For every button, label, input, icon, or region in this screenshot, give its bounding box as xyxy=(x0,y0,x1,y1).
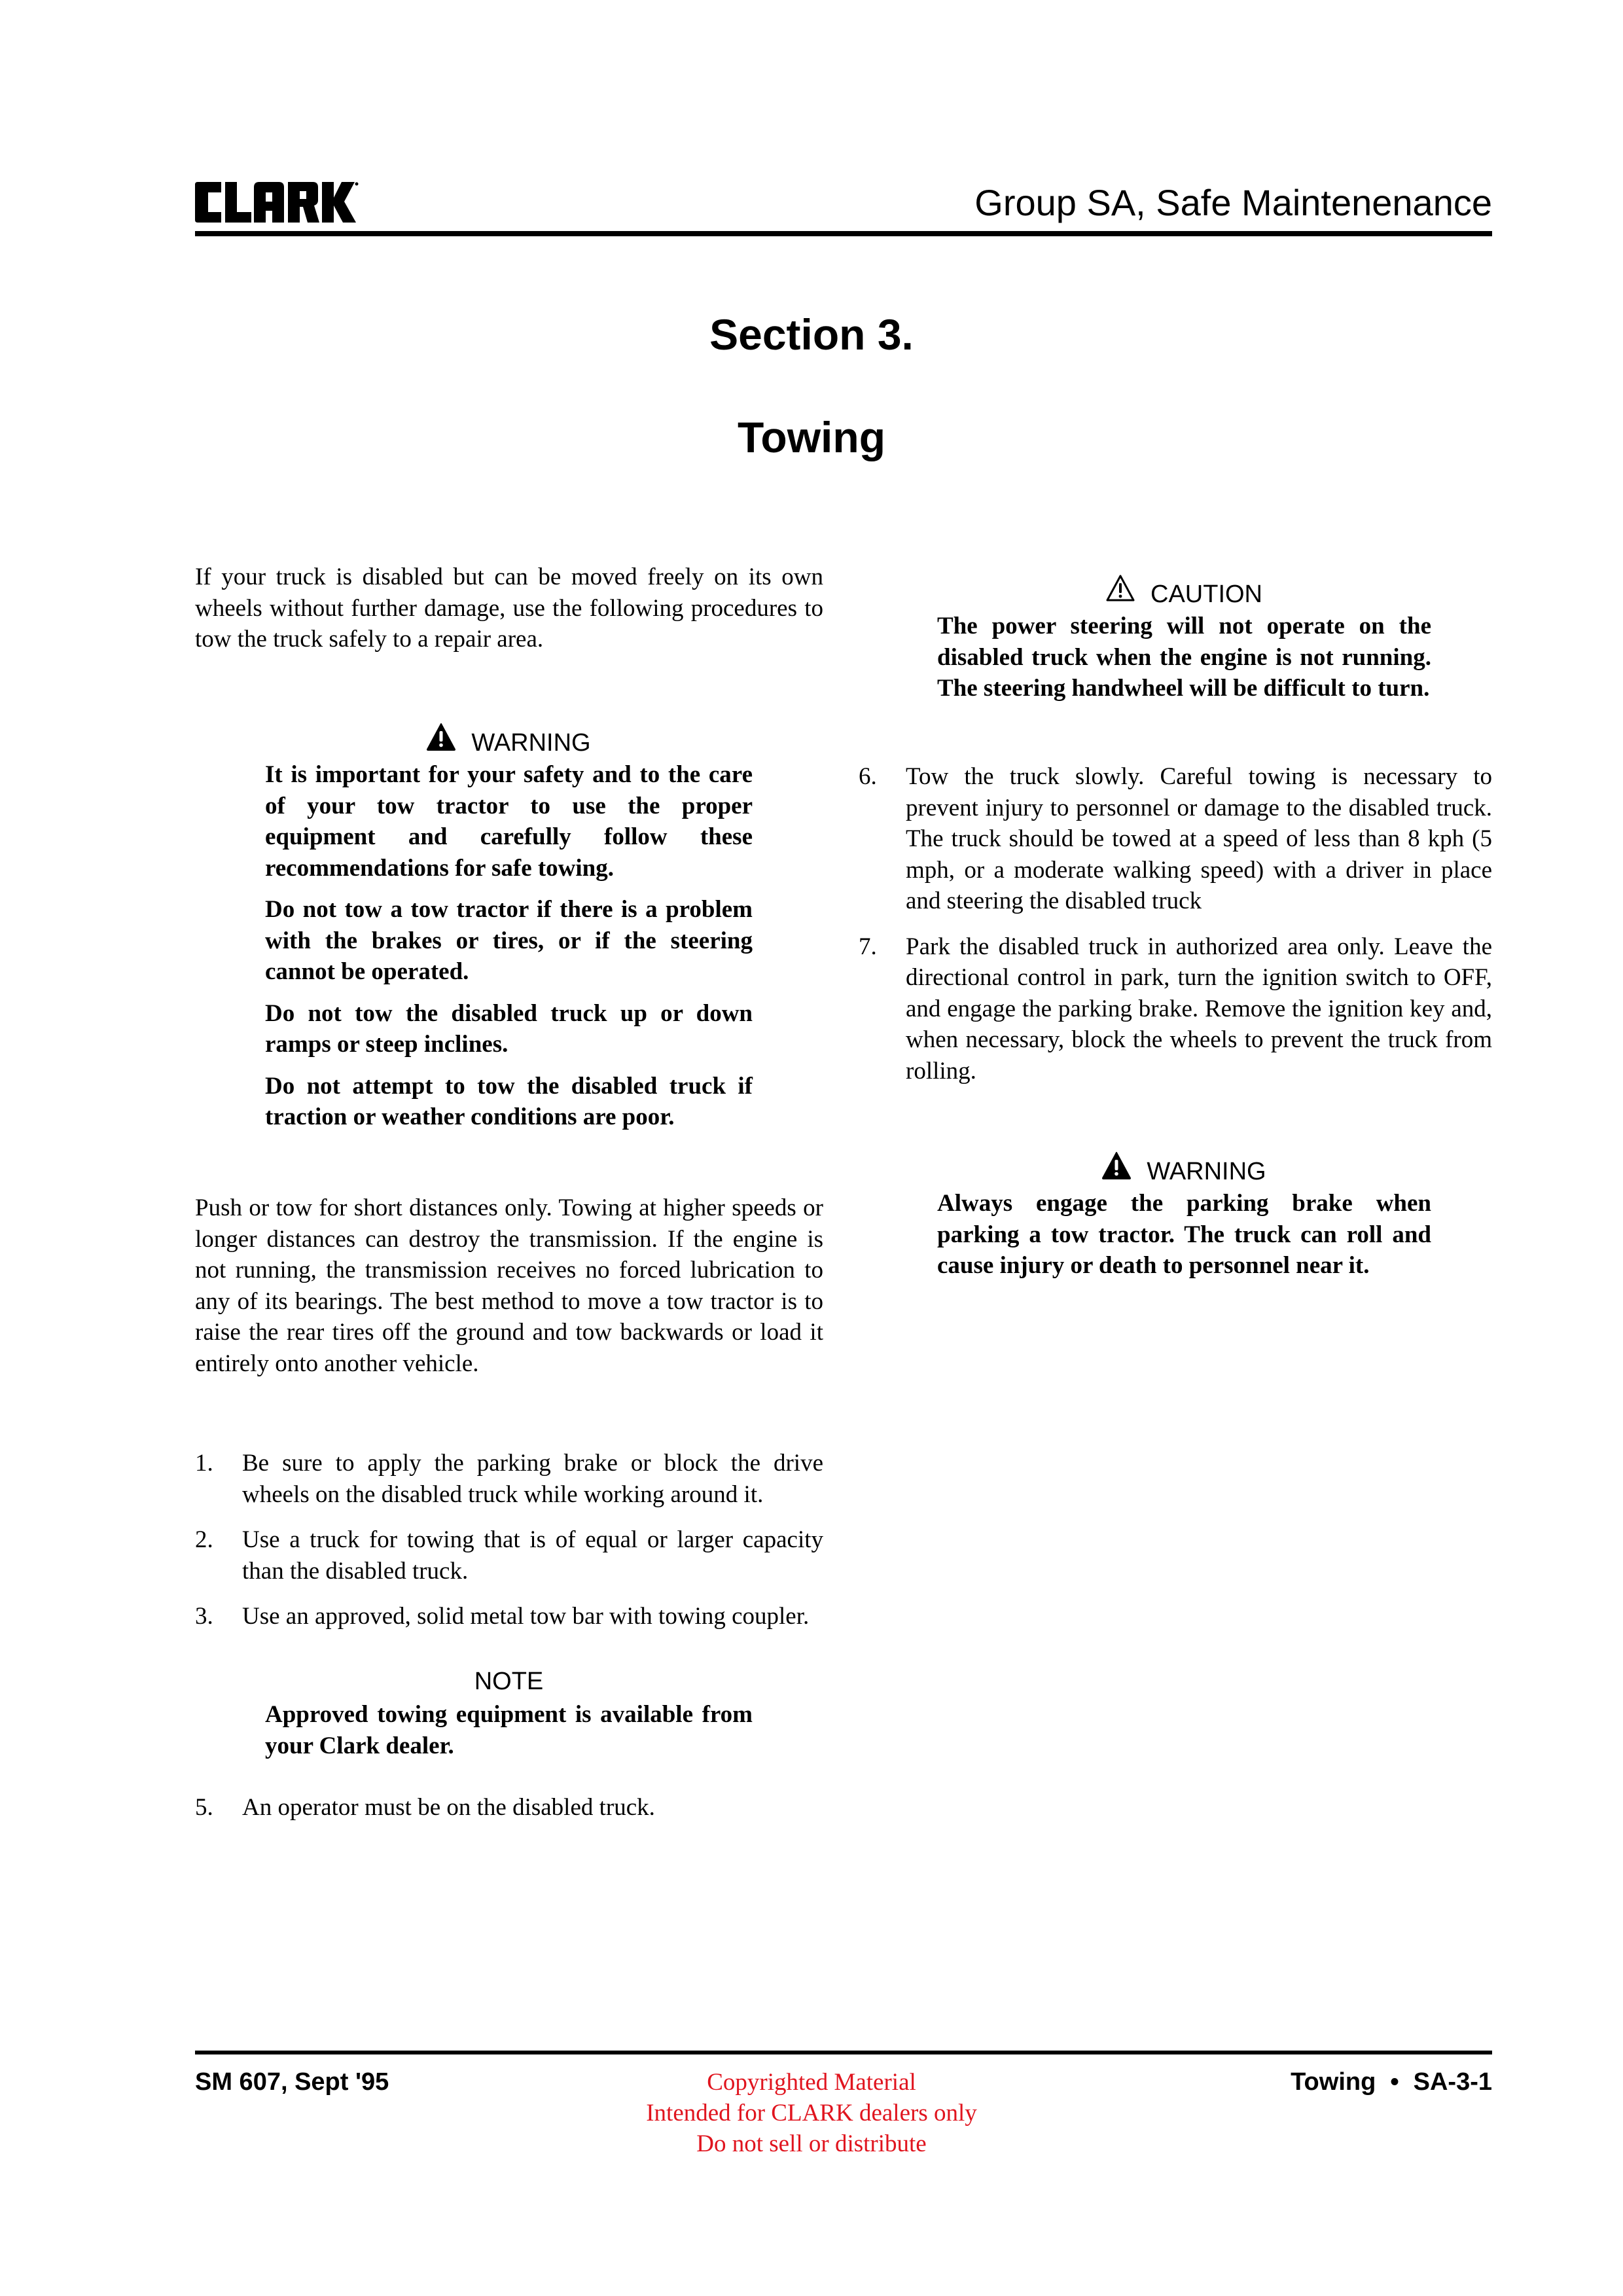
note-body: Approved towing equipment is available from your Clark dealer. xyxy=(265,1701,753,1759)
group-title: Group SA, Safe Maintenenance xyxy=(974,182,1492,223)
note-notice xyxy=(265,1669,753,1761)
header-divider xyxy=(195,231,1492,236)
clark-logo xyxy=(195,182,359,223)
caution-header xyxy=(937,575,1431,607)
note-label: NOTE xyxy=(474,1668,544,1695)
list-item xyxy=(859,931,1492,1087)
list-item xyxy=(195,1601,823,1632)
warning-paragraph: Do not attempt to tow the disabled truck if traction or weather conditions are poor. xyxy=(265,1072,753,1130)
step-number: 1. xyxy=(195,1450,213,1477)
towing-distance-paragraph: Push or tow for short distances only. Towing at higher speeds or longer distances can destroy the transmission. If the engine is not running, the transmission receives no forced lubrication to any of its bearings. The best method to move a tow tractor is to raise the rear tires off the ground and tow backwards or load it entirely onto another vehicle. xyxy=(195,1194,823,1377)
section-number: Section 3. xyxy=(709,310,914,359)
step-number: 6. xyxy=(859,763,877,790)
warning-label: WARNING xyxy=(1147,1158,1266,1185)
warning-header xyxy=(937,1152,1431,1184)
step-number: 7. xyxy=(859,933,877,960)
warning-paragraph: Do not tow a tow tractor if there is a problem with the brakes or tires, or if the steering cannot be operated. xyxy=(265,896,753,985)
warning-notice-parking xyxy=(937,1152,1431,1282)
caution-notice-steering xyxy=(937,575,1431,704)
step-text: Use an approved, solid metal tow bar with towing coupler. xyxy=(242,1603,810,1630)
step-text: Park the disabled truck in authorized area only. Leave the directional control in park, turn the ignition switch to OFF, and engage the parking brake. Remove the ignition key and, when necessary, block the wheels to prevent the truck from rolling. xyxy=(906,933,1492,1085)
step-text: An operator must be on the disabled truck. xyxy=(242,1794,655,1821)
warning-body xyxy=(265,759,753,1133)
list-item xyxy=(195,1448,823,1510)
warning-triangle-filled-icon xyxy=(427,723,455,755)
step-text: Use a truck for towing that is of equal or larger capacity than the disabled truck. xyxy=(242,1526,823,1585)
towing-steps-list-continued xyxy=(195,1792,823,1838)
intro-paragraph: If your truck is disabled but can be moved freely on its own wheels without further damage, use the following procedures to tow the truck safely to a repair area. xyxy=(195,564,823,653)
copyright-line: Copyrighted Material xyxy=(707,2069,916,2096)
copyright-line: Do not sell or distribute xyxy=(696,2130,927,2157)
list-item xyxy=(195,1524,823,1587)
caution-label: CAUTION xyxy=(1150,581,1262,608)
warning-body: Always engage the parking brake when parking a tow tractor. The truck can roll and cause injury or death to personnel near it. xyxy=(937,1190,1431,1279)
page-identifier xyxy=(1291,2070,1492,2094)
step-text: Tow the truck slowly. Careful towing is necessary to prevent injury to personnel or damage to the disabled truck. The truck should be towed at a speed of less than 8 kph (5 mph, or a moderate walking speed) with a driver in place and steering the disabled truck xyxy=(906,763,1492,914)
list-item xyxy=(195,1792,823,1823)
page-number: SA-3-1 xyxy=(1413,2068,1492,2096)
step-number: 3. xyxy=(195,1603,213,1630)
warning-paragraph: It is important for your safety and to the care of your tow tractor to use the proper equipment and carefully follow these recommendations for safe towing. xyxy=(265,761,753,882)
footer-section-name: Towing xyxy=(1291,2068,1376,2096)
warning-notice-towing xyxy=(265,723,753,1143)
footer-divider xyxy=(195,2051,1492,2054)
warning-header xyxy=(265,723,753,755)
caution-triangle-outline-icon xyxy=(1106,575,1135,607)
note-header xyxy=(265,1669,753,1694)
step-number: 5. xyxy=(195,1794,213,1821)
step-text: Be sure to apply the parking brake or block the drive wheels on the disabled truck while working around it. xyxy=(242,1450,823,1508)
step-number: 2. xyxy=(195,1526,213,1553)
warning-triangle-filled-icon xyxy=(1102,1152,1131,1184)
section-title: Towing xyxy=(737,413,886,461)
document-reference: SM 607, Sept '95 xyxy=(195,2068,389,2096)
warning-label: WARNING xyxy=(471,729,591,757)
list-item xyxy=(859,761,1492,917)
towing-steps-list xyxy=(195,1448,823,1647)
towing-steps-list-right xyxy=(859,761,1492,1101)
bullet-separator-icon: • xyxy=(1390,2068,1399,2096)
caution-body: The power steering will not operate on the disabled truck when the engine is not running. The steering handwheel will be difficult to turn. xyxy=(937,613,1431,702)
clark-logo-icon xyxy=(195,182,359,223)
copyright-line: Intended for CLARK dealers only xyxy=(646,2100,977,2126)
warning-paragraph: Do not tow the disabled truck up or down ramps or steep inclines. xyxy=(265,999,753,1058)
